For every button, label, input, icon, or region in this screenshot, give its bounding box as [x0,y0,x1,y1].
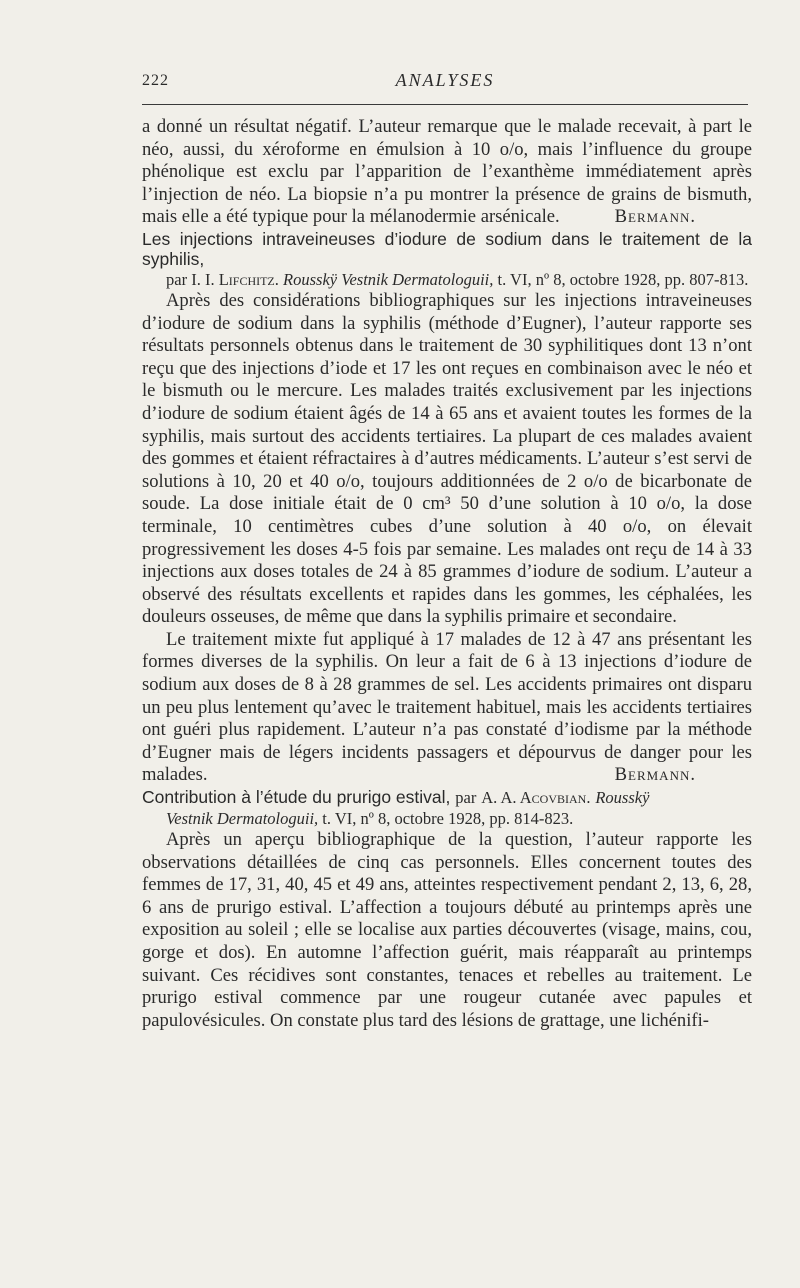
page-number: 222 [142,72,169,89]
running-title: ANALYSES [395,70,495,90]
article2-author: I. I. Lifchitz. [191,269,279,289]
page-body [142,116,752,1032]
article2-paragraph-1: Après des considérations bibliographiques sur les injections intraveineuses d’iodure de sodium dans la syphilis (méthode d’Eugner), l’auteur rapporte ses résultats personnels obtenus dans le traitement de 30 syphilitiques dont 13 n’ont reçu que des injections d’iode et 17 les ont reçues en combinaison avec le néo et le bismuth ou le mercure. Les malades traités exclusivement par les injections d’iodure de sodium étaient âgés de 14 à 65 ans et avaient toutes les formes de la syphilis, mais surtout des accidents tertiaires. La plupart de ces malades avaient des gommes et étaient réfractaires à d’autres médicaments. L’auteur s’est servi de solutions à 10, 20 et 40 o/o, toujours additionnées de 2 o/o de bicarbonate de soude. La dose initiale était de 0 cm³ 50 d’une solution à 10 o/o, la dose terminale, 10 centimètres cubes d’une solution à 40 o/o, on élevait progressivement les doses 4-5 fois par semaine. Les malades ont reçu de 14 à 33 injections aux doses totales de 24 à 85 grammes d’iodure de sodium. L’auteur a observé des résultats excellents et rapides dans les gommes, les céphalées, les douleurs osseuses, de même que dans la syphilis primaire et secondaire. [142,289,752,628]
header-rule [142,104,748,105]
article3-journal-line1: Rousskÿ [595,788,650,808]
article3-title-line [142,787,752,808]
article2-reference [142,269,752,290]
article1-ending-paragraph [142,116,752,229]
article1-signature: Bermann. [614,206,696,228]
article3-reference [142,808,752,829]
article1-text: a donné un résultat négatif. L’auteur remarque que le malade recevait, à part le néo, aussi, du xéroforme en émulsion à 10 o/o, mais l’influence du groupe phénolique est exclu par l’apparition de l’exanthème immédiatement après l’injection de néo. La biopsie n’a pu montrer la présence de grains de bismuth, mais elle a été typique pour la mélanodermie arsénicale. [142,116,752,228]
article2-journal: Rousskÿ Vestnik Dermatologuii, [283,269,494,289]
article3-title: Contribution à l’étude du prurigo estival, [142,787,451,808]
article3-citation: t. VI, nº 8, octobre 1928, pp. 814-823. [322,809,574,829]
article2-title: Les injections intraveineuses d’iodure de sodium dans le traitement de la syphilis, [142,228,752,269]
article2-signature: Bermann. [614,764,696,786]
article2-paragraph-2-text: Le traitement mixte fut appliqué à 17 malades de 12 à 47 ans présentant les formes diverses de la syphilis. On leur a fait de 6 à 13 injections d’iodure de sodium aux doses de 8 à 28 grammes de sel. Les accidents primaires ont disparu un peu plus lentement qu’avec le traitement habituel, mais les accidents tertiaires ont guéri plus rapidement. L’auteur n’a pas constaté d’iodisme par la méthode d’Eugner mais de légers incidents passagers et dépourvus de danger pour les malades. [142,628,752,786]
article2-ref-by: par [166,269,188,289]
page-header [142,72,748,102]
article3-author: A. A. Acovbian. [481,788,591,808]
article3-journal-line2: Vestnik Dermatologuii, [166,809,319,829]
article3-ref-by: par [455,788,477,808]
article2-paragraph-2 [142,629,752,787]
article2-citation: t. VI, nº 8, octobre 1928, pp. 807-813. [497,269,749,289]
article3-paragraph-1: Après un aperçu bibliographique de la question, l’auteur rapporte les observations détaillées de cinq cas personnels. Elles concernent toutes des femmes de 17, 31, 40, 45 et 49 ans, atteintes respectivement pendant 2, 13, 6, 28, 6 ans de prurigo estival. L’affection a toujours débuté au printemps après une exposition au soleil ; elle se localise aux parties découvertes (visage, mains, cou, gorge et dos). En automne l’affection guérit, mais réapparaît au printemps suivant. Ces récidives sont constantes, tenaces et rebelles au traitement. Le prurigo estival commence par une rougeur cutanée avec papules et papulovésicules. On constate plus tard des lésions de grattage, une lichénifi- [142,829,752,1031]
